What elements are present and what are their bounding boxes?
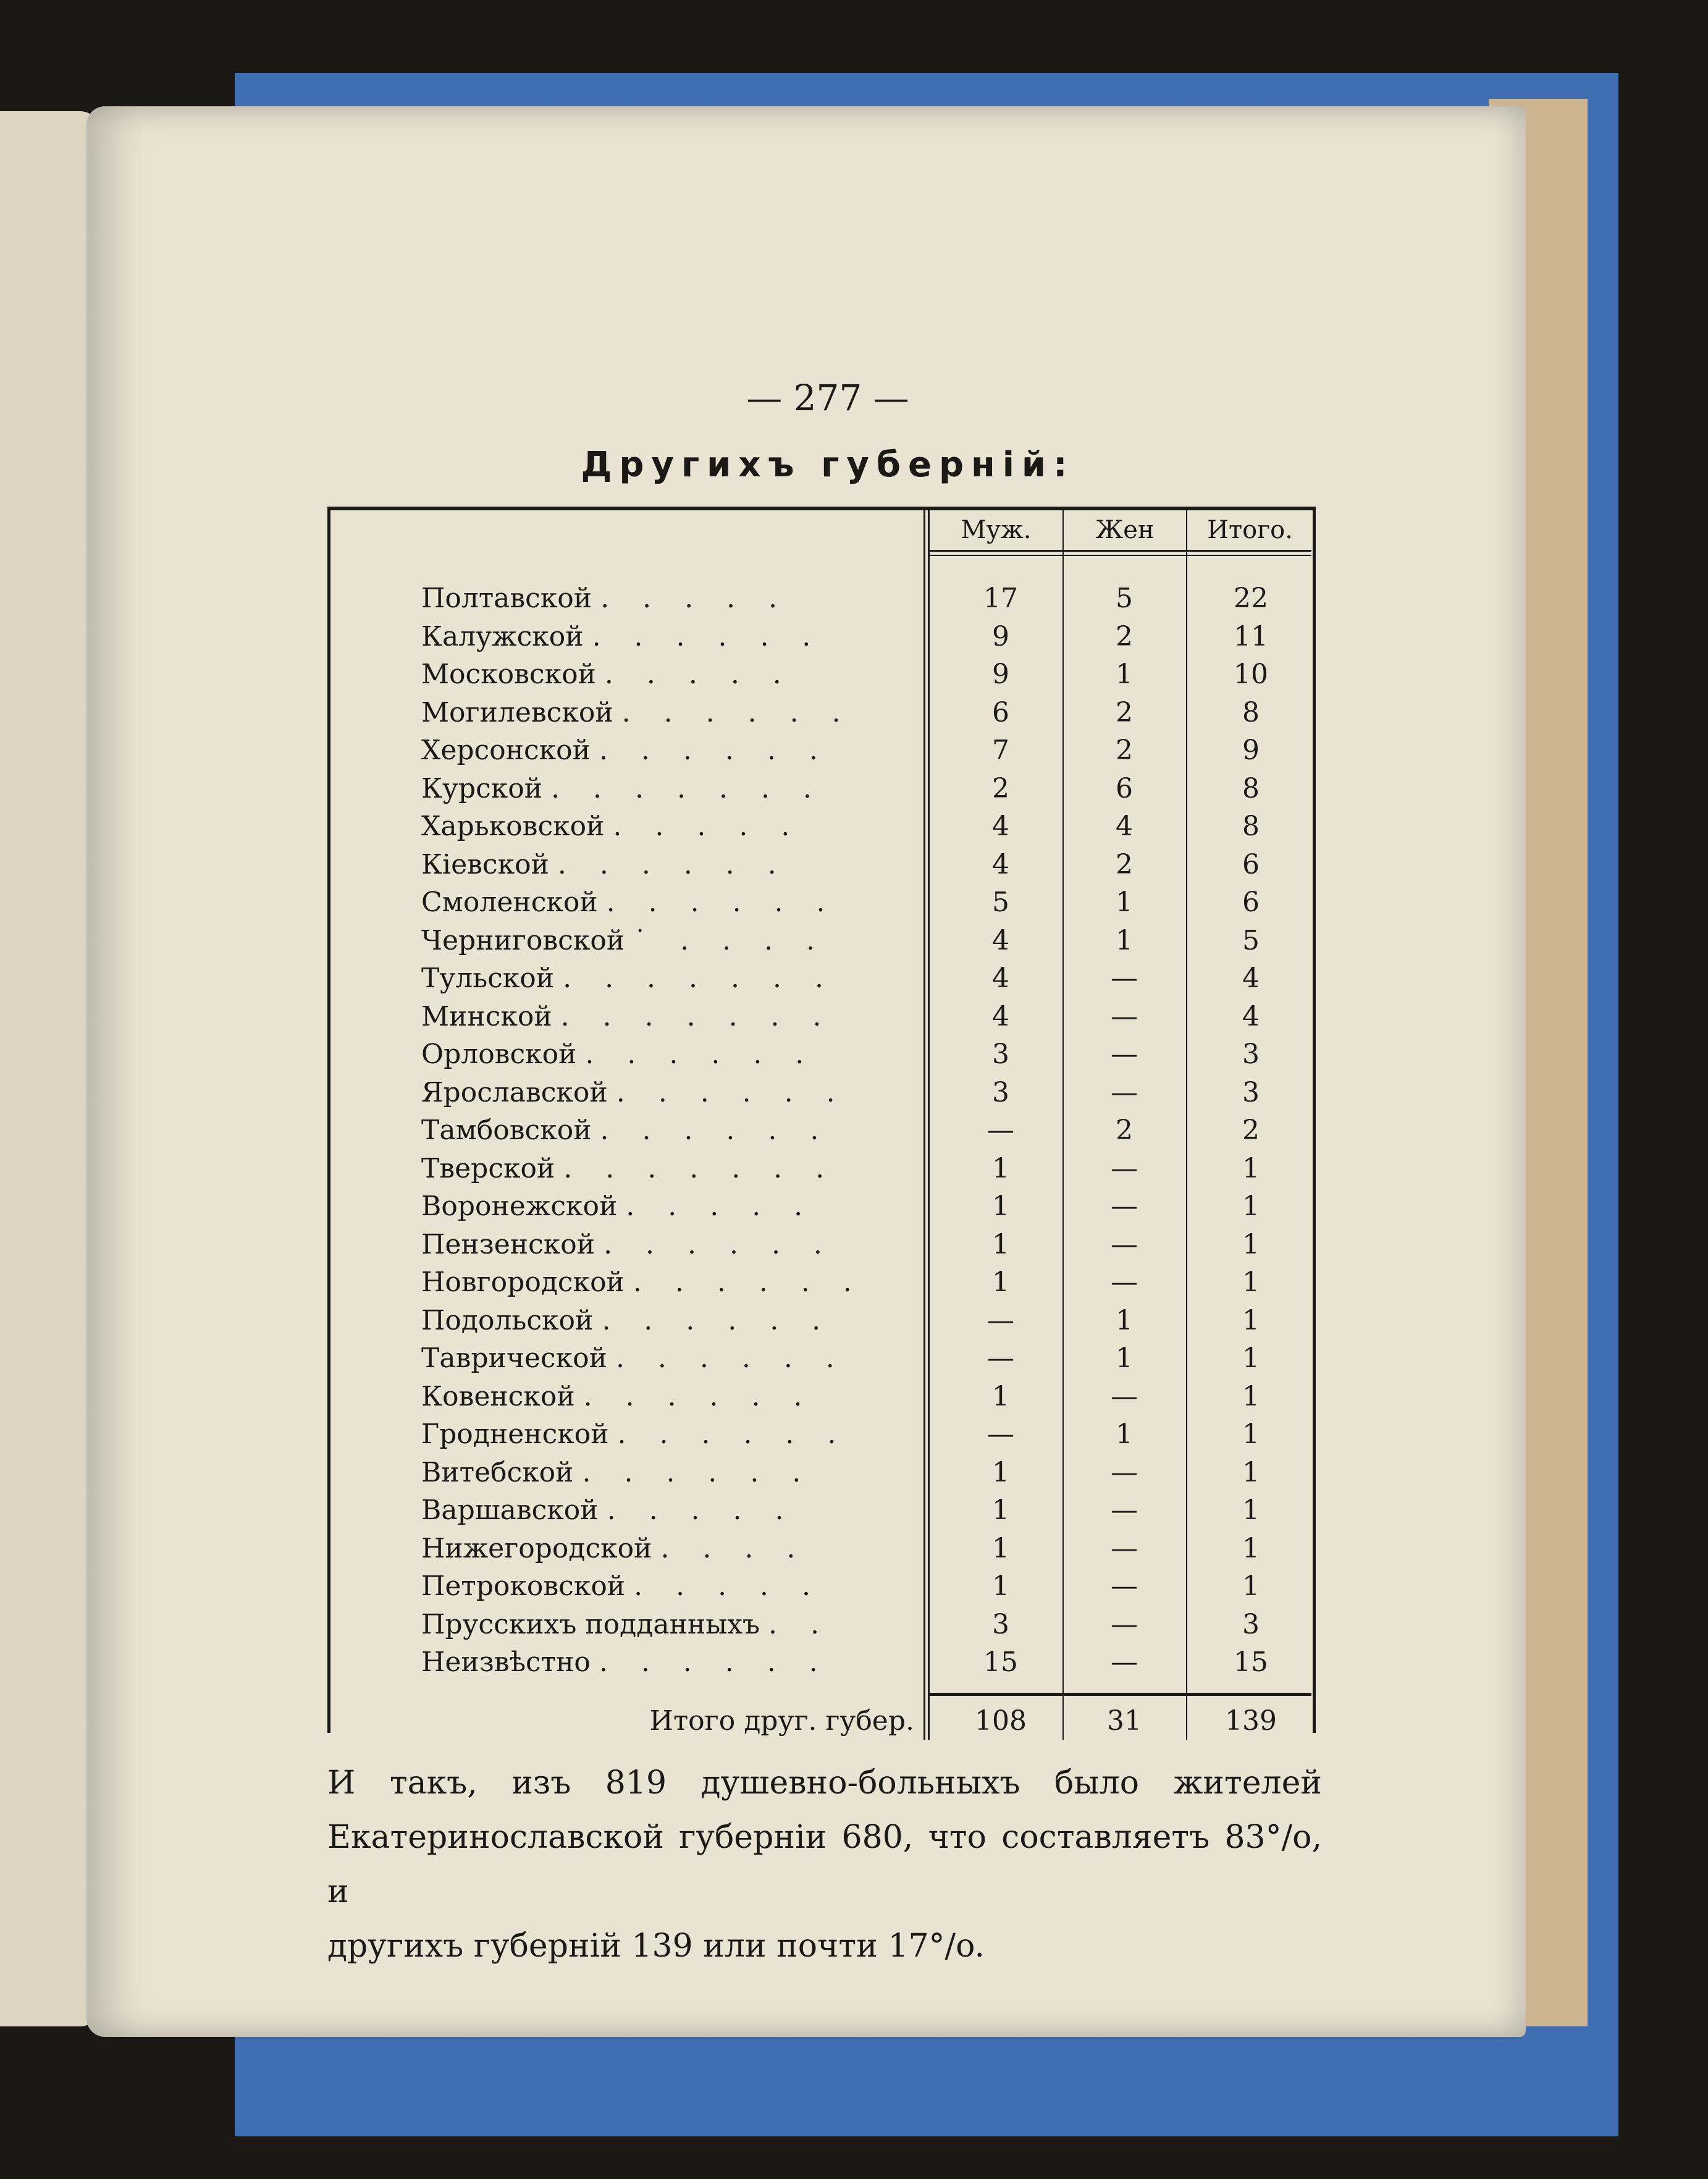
total-female: 31 — [1107, 1705, 1142, 1737]
province-name — [421, 883, 909, 922]
leader-dots: . . . . . . — [600, 1115, 831, 1146]
province-name — [421, 1415, 909, 1454]
province-name — [421, 694, 909, 732]
female-count: — — [1111, 1228, 1138, 1260]
column-header-total: Итого. — [1207, 516, 1293, 544]
female-count: — — [1111, 1267, 1138, 1298]
province-label: Кіевской — [421, 848, 549, 880]
table-row — [327, 694, 1316, 732]
province-name — [421, 959, 909, 998]
female-count: 2 — [1116, 735, 1133, 766]
female-count: — — [1111, 1608, 1138, 1640]
female-count: 2 — [1116, 696, 1133, 728]
table-row — [327, 770, 1316, 808]
total-count: 1 — [1242, 1152, 1260, 1184]
province-name — [421, 1035, 909, 1074]
male-count: 2 — [992, 772, 1009, 804]
book-page — [86, 106, 1526, 2037]
leader-dots: . . . . . . — [599, 1646, 830, 1678]
leader-dots: . . . . . . — [615, 1342, 847, 1374]
male-count: 1 — [992, 1570, 1009, 1602]
province-label: Черниговской — [421, 924, 625, 956]
table-row — [327, 1415, 1316, 1454]
province-name — [421, 1643, 909, 1682]
female-count: — — [1111, 1000, 1138, 1032]
leader-dots: . . . . . . — [599, 735, 830, 766]
leader-dots: ˙ . . . . — [633, 924, 828, 956]
province-name — [421, 1378, 909, 1416]
total-count: 9 — [1242, 735, 1260, 766]
female-count: 1 — [1116, 887, 1133, 918]
male-count: 3 — [992, 1076, 1009, 1108]
province-name — [421, 1150, 909, 1188]
table-row — [327, 580, 1316, 618]
leader-dots: . . . . . . . — [563, 1152, 837, 1184]
female-count: 5 — [1116, 583, 1133, 614]
leader-dots: . . . . . . — [585, 1039, 817, 1070]
table-row — [327, 846, 1316, 884]
male-count: 6 — [992, 696, 1009, 728]
female-count: — — [1111, 1152, 1138, 1184]
province-label: Гродненской — [421, 1418, 609, 1450]
leader-dots: . . . . . . — [621, 696, 853, 728]
province-label: Ковенской — [421, 1380, 575, 1412]
total-count: 1 — [1242, 1380, 1260, 1412]
total-count: 8 — [1242, 696, 1260, 728]
male-count: 5 — [992, 887, 1009, 918]
male-count: 17 — [983, 583, 1018, 614]
leader-dots: . . . . . — [613, 811, 802, 842]
province-name — [421, 1263, 909, 1302]
province-label: Прусскихъ подданныхъ — [421, 1608, 760, 1640]
table-row — [327, 618, 1316, 656]
left-page — [0, 111, 99, 2026]
province-label: Витебской — [421, 1456, 574, 1488]
province-label: Полтавской — [421, 583, 592, 614]
province-label: Варшавской — [421, 1494, 599, 1526]
leader-dots: . . . . . . — [604, 1228, 835, 1260]
table-row — [327, 1074, 1316, 1112]
male-count: — — [987, 1418, 1014, 1450]
province-label: Харьковской — [421, 811, 605, 842]
table-row — [327, 959, 1316, 998]
province-label: Новгородской — [421, 1267, 625, 1298]
male-count: 1 — [992, 1456, 1009, 1488]
leader-dots: . . . . . . — [583, 1380, 815, 1412]
male-count: — — [987, 1304, 1014, 1336]
province-name — [421, 922, 909, 960]
province-label: Тульской — [421, 963, 555, 994]
leader-dots: . . . . . — [626, 1191, 815, 1222]
summary-paragraph — [327, 1756, 1322, 1973]
paragraph-line: Екатеринославской губерніи 680, что составляетъ 83°/o, и — [327, 1819, 1322, 1910]
table-row — [327, 1111, 1316, 1150]
province-name — [421, 846, 909, 884]
province-label: Воронежской — [421, 1191, 618, 1222]
leader-dots: . . . . . . . — [563, 963, 836, 994]
male-count: 4 — [992, 811, 1009, 842]
provinces-table — [327, 507, 1316, 1742]
table-row — [327, 1150, 1316, 1188]
leader-dots: . . . . . — [634, 1570, 823, 1602]
total-count: 8 — [1242, 772, 1260, 804]
province-name — [421, 998, 909, 1036]
table-row — [327, 1643, 1316, 1682]
province-label: Смоленской — [421, 887, 598, 918]
province-name — [421, 1491, 909, 1530]
table-row — [327, 1226, 1316, 1264]
province-name — [421, 1187, 909, 1226]
female-count: 1 — [1116, 1418, 1133, 1450]
province-name — [421, 1567, 909, 1606]
province-name — [421, 618, 909, 656]
total-count: 1 — [1242, 1228, 1260, 1260]
total-count: 1 — [1242, 1494, 1260, 1526]
total-count: 1 — [1242, 1418, 1260, 1450]
female-count: 1 — [1116, 1304, 1133, 1336]
male-count: 1 — [992, 1191, 1009, 1222]
male-count: 4 — [992, 924, 1009, 956]
leader-dots: . . . . . . — [616, 1076, 848, 1108]
leader-dots: . . . . . — [600, 583, 790, 614]
table-row — [327, 1491, 1316, 1530]
column-header-male: Муж. — [961, 516, 1032, 544]
leader-dots: . . . . . . — [617, 1418, 849, 1450]
total-count: 3 — [1242, 1608, 1260, 1640]
page-number: — 277 — — [746, 377, 909, 419]
total-row — [327, 1702, 1316, 1740]
leader-dots: . . . . . . — [633, 1267, 864, 1298]
total-count: 4 — [1242, 963, 1260, 994]
leader-dots: . . . . . . . — [560, 1000, 834, 1032]
paragraph-line: И такъ, изъ 819 душевно-больныхъ было жителей — [327, 1764, 1322, 1802]
total-count: 1 — [1242, 1570, 1260, 1602]
table-row — [327, 998, 1316, 1036]
male-count: 9 — [992, 620, 1009, 652]
total-count: 6 — [1242, 848, 1260, 880]
male-count: 1 — [992, 1152, 1009, 1184]
total-count: 11 — [1234, 620, 1268, 652]
table-row — [327, 1606, 1316, 1644]
female-count: — — [1111, 1456, 1138, 1488]
total-count: 8 — [1242, 811, 1260, 842]
table-row — [327, 1302, 1316, 1340]
total-count: 2 — [1242, 1115, 1260, 1146]
province-label: Петроковской — [421, 1570, 626, 1602]
table-row — [327, 1339, 1316, 1378]
table-row — [327, 731, 1316, 770]
male-count: 1 — [992, 1532, 1009, 1564]
total-label: Итого друг. губер. — [649, 1705, 914, 1737]
total-count: 22 — [1234, 583, 1268, 614]
header-rule — [930, 550, 1311, 552]
province-label: Московской — [421, 659, 596, 690]
province-name — [421, 1606, 909, 1644]
female-count: — — [1111, 1039, 1138, 1070]
female-count: — — [1111, 1380, 1138, 1412]
total-count: 3 — [1242, 1039, 1260, 1070]
female-count: 6 — [1116, 772, 1133, 804]
table-row — [327, 1567, 1316, 1606]
male-count: 7 — [992, 735, 1009, 766]
province-label: Орловской — [421, 1039, 577, 1070]
total-count: 10 — [1234, 659, 1268, 690]
leader-dots: . . . . . — [607, 1494, 796, 1526]
leader-dots: . . . . . . — [602, 1304, 833, 1336]
female-count: 1 — [1116, 1342, 1133, 1374]
male-count: 3 — [992, 1039, 1009, 1070]
province-label: Калужской — [421, 620, 584, 652]
table-row — [327, 807, 1316, 846]
female-count: — — [1111, 1191, 1138, 1222]
leader-dots: . . . . . . — [606, 887, 838, 918]
male-count: 4 — [992, 1000, 1009, 1032]
leader-dots: . . . . . . . — [551, 772, 824, 804]
table-row — [327, 1530, 1316, 1568]
header-rule — [930, 555, 1311, 556]
table-row — [327, 883, 1316, 922]
province-label: Пензенской — [421, 1228, 595, 1260]
paragraph-line: другихъ губерній 139 или почти 17°/o. — [327, 1928, 985, 1965]
total-male: 108 — [975, 1705, 1027, 1737]
male-count: — — [987, 1115, 1014, 1146]
table-row — [327, 1378, 1316, 1416]
total-count: 3 — [1242, 1076, 1260, 1108]
male-count: 1 — [992, 1228, 1009, 1260]
leader-dots: . . — [768, 1608, 832, 1640]
total-count: 1 — [1242, 1304, 1260, 1336]
province-name — [421, 731, 909, 770]
province-label: Подольской — [421, 1304, 594, 1336]
province-name — [421, 1454, 909, 1492]
female-count: — — [1111, 1532, 1138, 1564]
province-name — [421, 580, 909, 618]
female-count: 4 — [1116, 811, 1133, 842]
province-label: Курской — [421, 772, 543, 804]
leader-dots: . . . . . . — [592, 620, 823, 652]
female-count: 2 — [1116, 1115, 1133, 1146]
province-name — [421, 655, 909, 694]
province-name — [421, 1339, 909, 1378]
male-count: 1 — [992, 1267, 1009, 1298]
male-count: 1 — [992, 1380, 1009, 1412]
province-name — [421, 770, 909, 808]
province-label: Таврической — [421, 1342, 607, 1374]
total-count: 1 — [1242, 1456, 1260, 1488]
province-name — [421, 1226, 909, 1264]
province-label: Неизвѣстно — [421, 1646, 591, 1678]
male-count: 3 — [992, 1608, 1009, 1640]
male-count: 4 — [992, 963, 1009, 994]
table-top-rule — [327, 507, 1316, 510]
province-name — [421, 1530, 909, 1568]
female-count: — — [1111, 1494, 1138, 1526]
total-count: 1 — [1242, 1267, 1260, 1298]
female-count: — — [1111, 1076, 1138, 1108]
province-label: Могилевской — [421, 696, 613, 728]
leader-dots: . . . . . . — [582, 1456, 814, 1488]
province-label: Тамбовской — [421, 1115, 592, 1146]
province-name — [421, 807, 909, 846]
table-heading: Другихъ губерній: — [581, 445, 1075, 485]
total-count: 1 — [1242, 1342, 1260, 1374]
total-count: 1 — [1242, 1532, 1260, 1564]
male-count: 15 — [983, 1646, 1018, 1678]
male-count: — — [987, 1342, 1014, 1374]
province-label: Нижегородской — [421, 1532, 652, 1564]
table-row — [327, 1263, 1316, 1302]
table-row — [327, 1035, 1316, 1074]
female-count: 1 — [1116, 659, 1133, 690]
male-count: 9 — [992, 659, 1009, 690]
total-rule — [930, 1693, 1311, 1696]
province-name — [421, 1074, 909, 1112]
male-count: 4 — [992, 848, 1009, 880]
female-count: — — [1111, 1570, 1138, 1602]
female-count: — — [1111, 1646, 1138, 1678]
province-label: Херсонской — [421, 735, 591, 766]
male-count: 1 — [992, 1494, 1009, 1526]
column-header-female: Жен — [1095, 516, 1155, 544]
province-name — [421, 1111, 909, 1150]
female-count: 1 — [1116, 924, 1133, 956]
total-count: 15 — [1234, 1646, 1268, 1678]
female-count: 2 — [1116, 620, 1133, 652]
total-count: 1 — [1242, 1191, 1260, 1222]
table-row — [327, 1187, 1316, 1226]
female-count: — — [1111, 963, 1138, 994]
province-label: Минской — [421, 1000, 552, 1032]
table-row — [327, 655, 1316, 694]
total-all: 139 — [1225, 1705, 1277, 1737]
total-count: 5 — [1242, 924, 1260, 956]
table-row — [327, 1454, 1316, 1492]
total-count: 6 — [1242, 887, 1260, 918]
leader-dots: . . . . . . — [557, 848, 789, 880]
leader-dots: . . . . — [660, 1532, 808, 1564]
province-label: Ярославской — [421, 1076, 608, 1108]
province-label: Тверской — [421, 1152, 555, 1184]
total-count: 4 — [1242, 1000, 1260, 1032]
table-row — [327, 922, 1316, 960]
female-count: 2 — [1116, 848, 1133, 880]
leader-dots: . . . . . — [604, 659, 794, 690]
province-name — [421, 1302, 909, 1340]
